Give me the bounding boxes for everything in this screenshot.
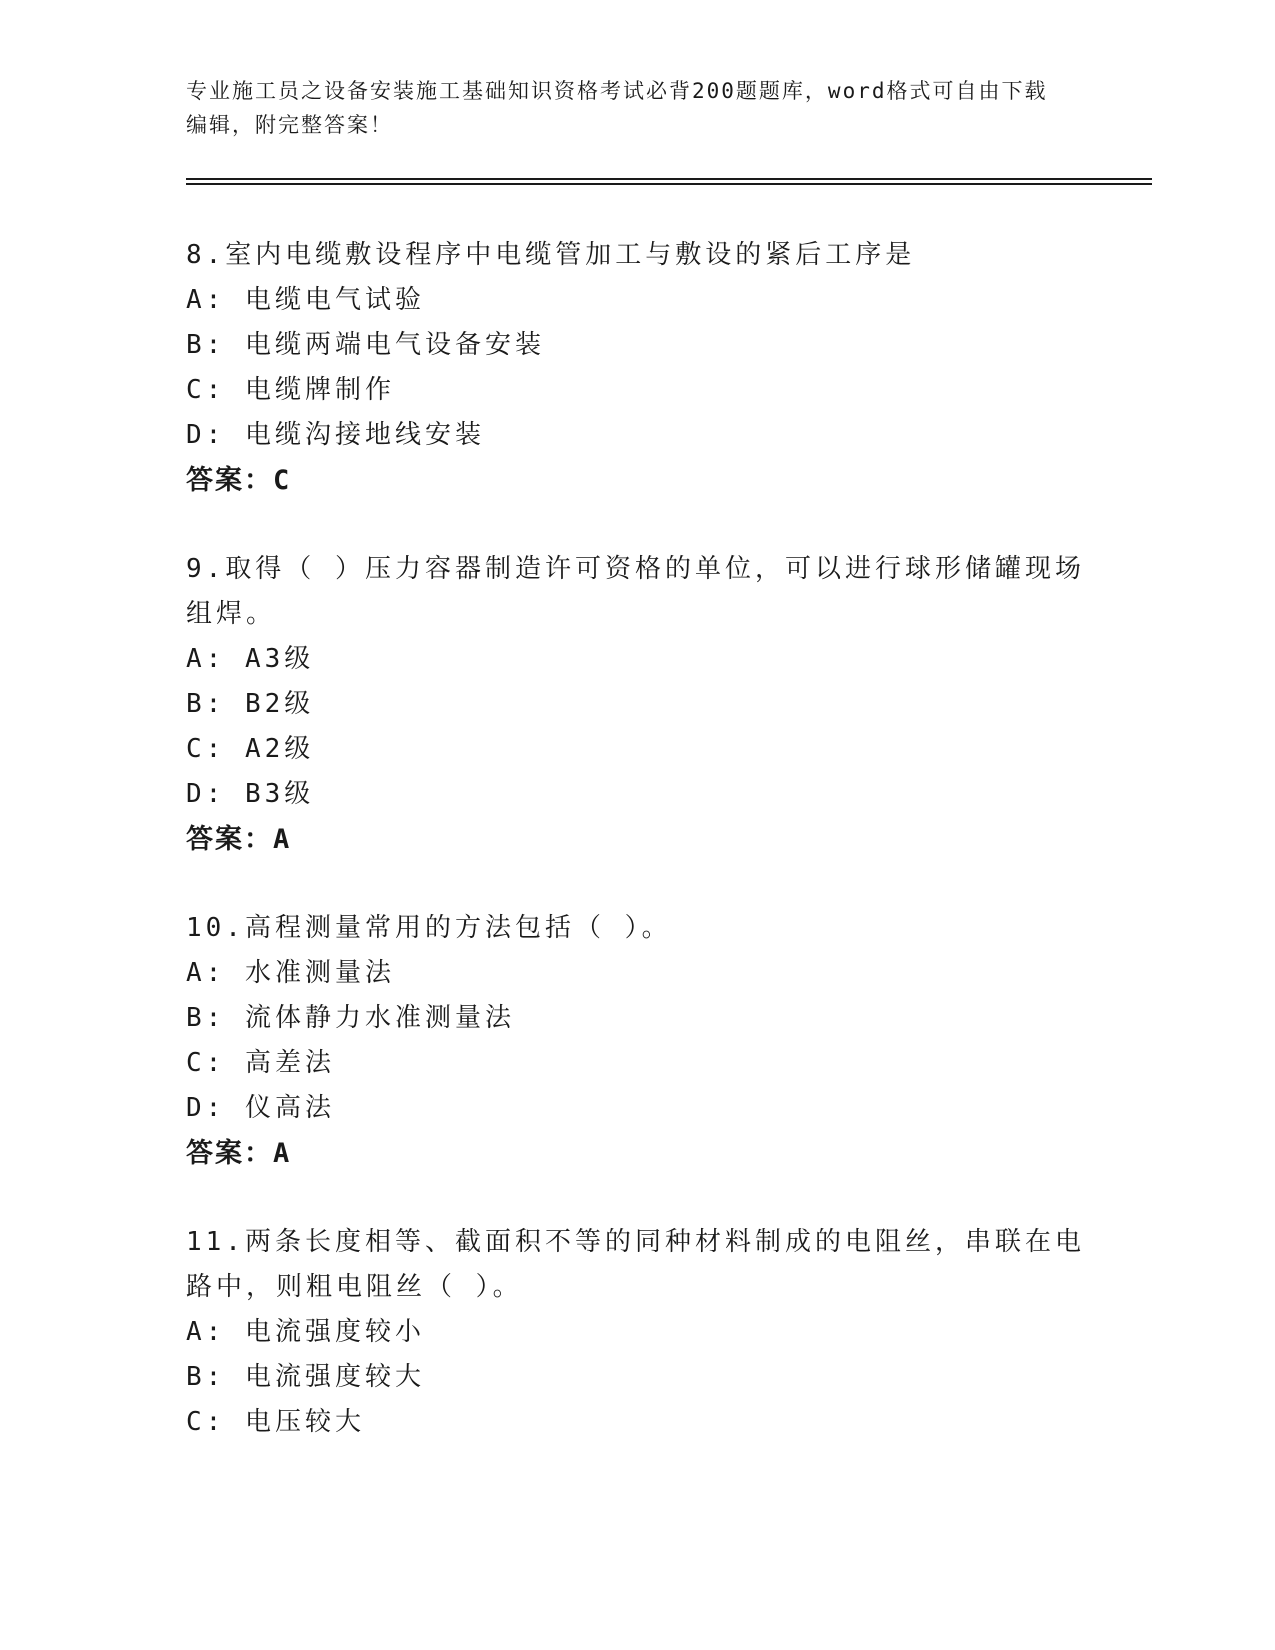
option-a: A: 电流强度较小 — [186, 1317, 425, 1347]
option-b: B: 电缆两端电气设备安装 — [186, 330, 545, 360]
question-list — [186, 233, 1086, 1489]
question-8 — [186, 233, 1086, 503]
question-stem: 11.两条长度相等、截面积不等的同种材料制成的电阻丝，串联在电路中，则粗电阻丝（ ）。 — [186, 1227, 1085, 1302]
option-d: D: B3级 — [186, 779, 315, 809]
option-c: C: 高差法 — [186, 1048, 335, 1078]
question-stem: 10.高程测量常用的方法包括（ ）。 — [186, 913, 672, 943]
header-divider-bottom — [186, 183, 1152, 185]
answer: 答案：A — [186, 1138, 292, 1169]
answer: 答案：C — [186, 465, 292, 496]
question-stem: 8.室内电缆敷设程序中电缆管加工与敷设的紧后工序是 — [186, 240, 916, 270]
option-d: D: 仪高法 — [186, 1093, 335, 1123]
answer: 答案：A — [186, 824, 292, 855]
option-b: B: 流体静力水准测量法 — [186, 1003, 515, 1033]
option-b: B: B2级 — [186, 689, 315, 719]
option-a: A: 水准测量法 — [186, 958, 395, 988]
question-stem: 9.取得（ ）压力容器制造许可资格的单位，可以进行球形储罐现场组焊。 — [186, 554, 1085, 629]
option-c: C: 电压较大 — [186, 1407, 365, 1437]
option-d: D: 电缆沟接地线安装 — [186, 420, 485, 450]
page-header: 专业施工员之设备安装施工基础知识资格考试必背200题题库，word格式可自由下载编辑，附完整答案！ — [186, 79, 1048, 137]
question-9 — [186, 547, 1086, 862]
question-11 — [186, 1220, 1086, 1445]
option-c: C: 电缆牌制作 — [186, 375, 395, 405]
header-divider-top — [186, 178, 1152, 180]
option-a: A: 电缆电气试验 — [186, 285, 425, 315]
question-10 — [186, 906, 1086, 1176]
option-a: A: A3级 — [186, 644, 315, 674]
option-c: C: A2级 — [186, 734, 315, 764]
option-b: B: 电流强度较大 — [186, 1362, 425, 1392]
